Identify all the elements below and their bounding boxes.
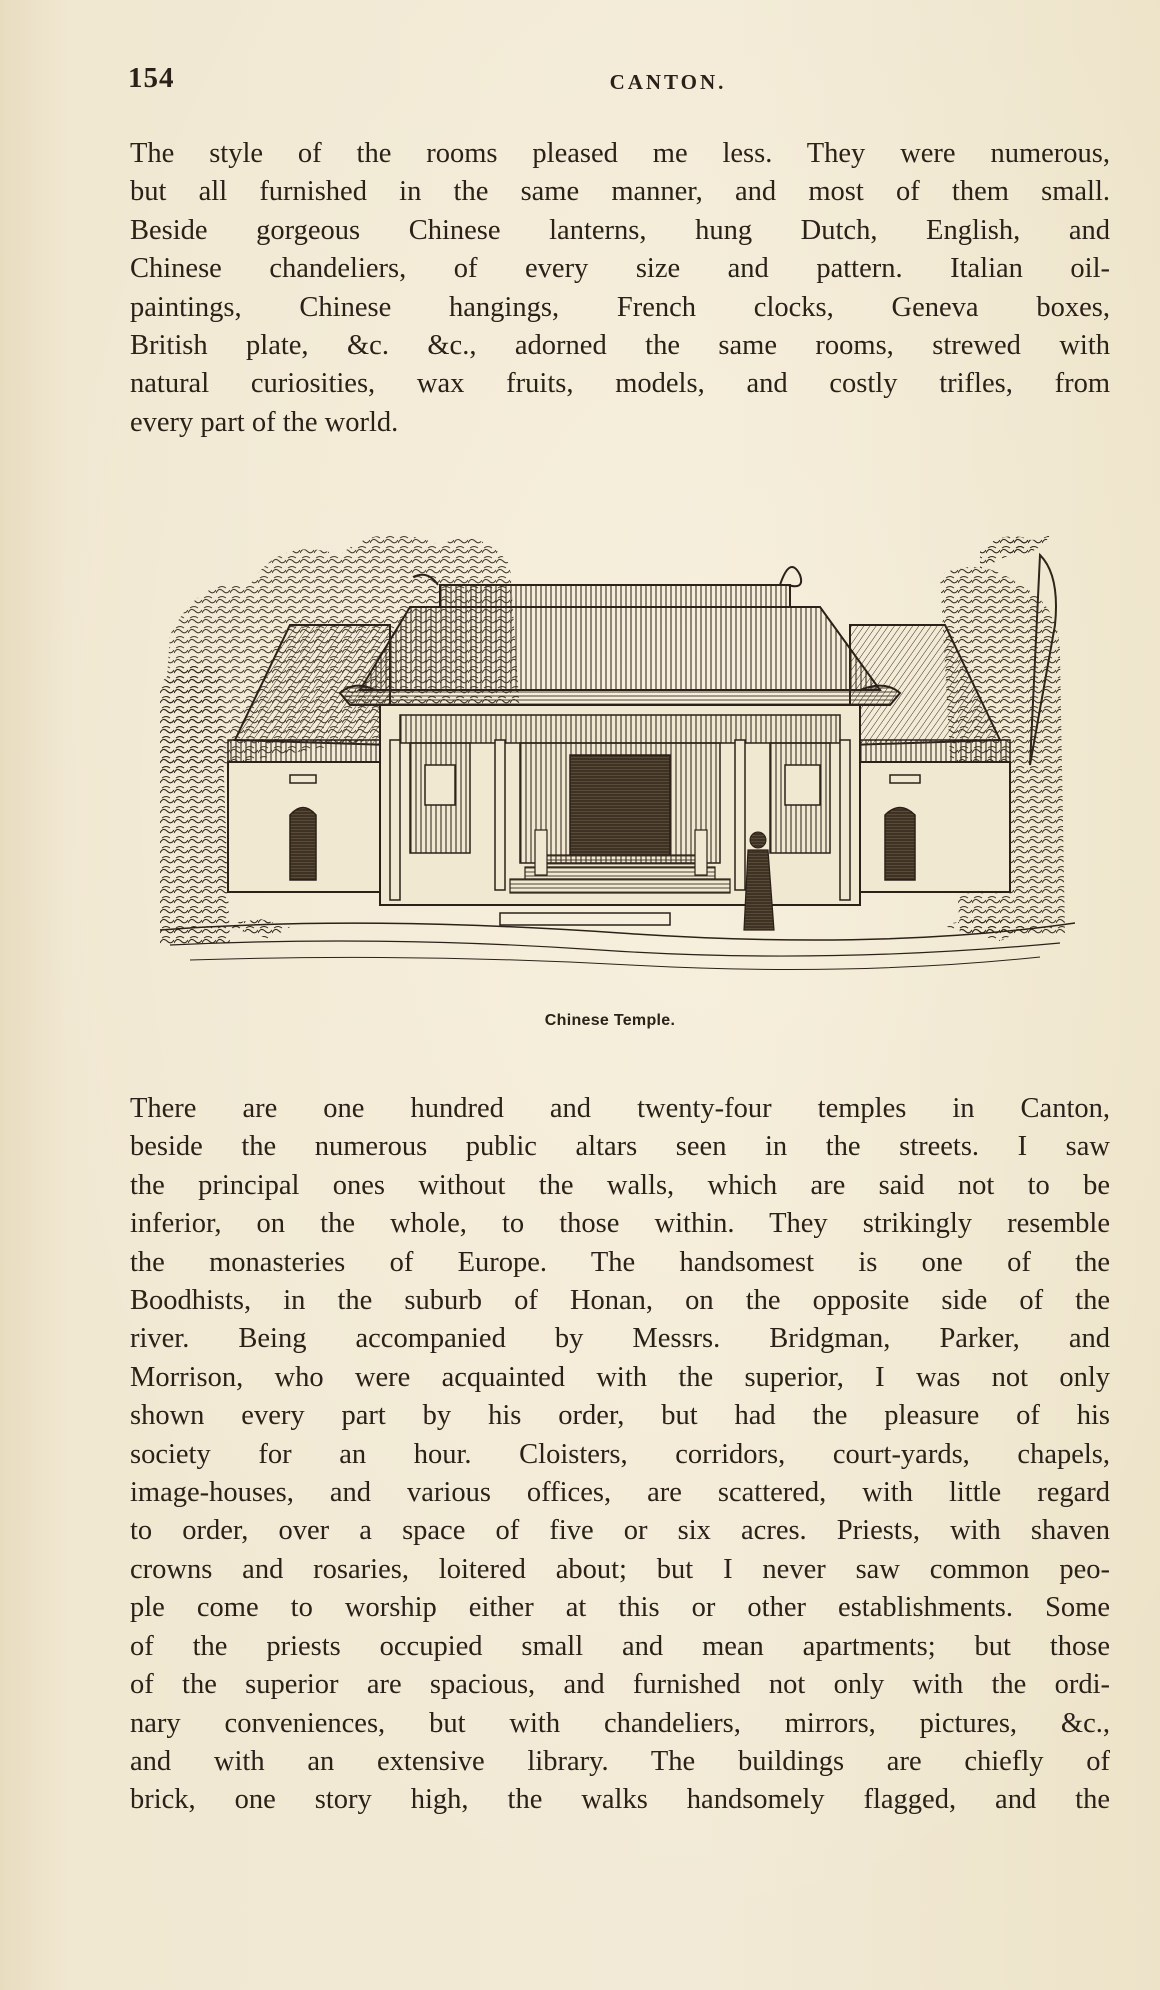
text-line: society for an hour. Cloisters, corridors, court-yards, chapels, <box>130 1438 1110 1470</box>
text-line: of the superior are spacious, and furnished not only with the ordi- <box>130 1669 1110 1701</box>
text-line: to order, over a space of five or six acres. Priests, with shaven <box>130 1515 1110 1547</box>
text-line: beside the numerous public altars seen in the streets. I saw <box>130 1131 1110 1163</box>
text-line: river. Being accompanied by Messrs. Bridgman, Parker, and <box>130 1323 1110 1355</box>
text-line: image-houses, and various offices, are scattered, with little regard <box>130 1477 1110 1509</box>
text-line: inferior, on the whole, to those within. They strikingly resemble <box>130 1208 1110 1240</box>
paragraph-rooms <box>130 135 1110 442</box>
text-line: Boodhists, in the suburb of Honan, on the opposite side of the <box>130 1285 1110 1317</box>
text-line: Morrison, who were acquainted with the superior, I was not only <box>130 1361 1110 1393</box>
text-line: nary conveniences, but with chandeliers, mirrors, pictures, &c., <box>130 1707 1110 1739</box>
figure-caption: Chinese Temple. <box>544 1012 676 1029</box>
main-hall <box>380 705 860 905</box>
text-line: paintings, Chinese hangings, French clocks, Geneva boxes, <box>130 291 1110 323</box>
text-line: crowns and rosaries, loitered about; but I never saw common peo- <box>130 1553 1110 1585</box>
text-line: Chinese chandeliers, of every size and pattern. Italian oil- <box>130 253 1110 285</box>
text-line: Beside gorgeous Chinese lanterns, hung Dutch, English, and <box>130 214 1110 246</box>
chinese-temple-illustration <box>160 515 1075 980</box>
text-line: natural curiosities, wax fruits, models, and costly trifles, from <box>130 368 1110 400</box>
text-line: shown every part by his order, but had the pleasure of his <box>130 1400 1110 1432</box>
text-line: the monasteries of Europe. The handsomest is one of the <box>130 1246 1110 1278</box>
running-head: CANTON. <box>609 70 727 94</box>
page-number: 154 <box>128 62 175 94</box>
text-line: and with an extensive library. The buildings are chiefly of <box>130 1745 1110 1777</box>
text-line: British plate, &c. &c., adorned the same rooms, strewed with <box>130 330 1110 362</box>
text-line: every part of the world. <box>130 406 399 438</box>
text-line: the principal ones without the walls, which are said not to be <box>130 1169 1110 1201</box>
text-line: The style of the rooms pleased me less. They were numerous, <box>130 138 1110 169</box>
courtyard <box>160 913 1075 970</box>
paragraph-temples <box>130 1090 1110 1820</box>
text-line: of the priests occupied small and mean apartments; but those <box>130 1630 1110 1662</box>
text-line: ple come to worship either at this or other establishments. Some <box>130 1592 1110 1624</box>
text-line: brick, one story high, the walks handsomely flagged, and the <box>130 1784 1110 1816</box>
text-line: There are one hundred and twenty-four temples in Canton, <box>130 1093 1110 1124</box>
text-line: but all furnished in the same manner, and most of them small. <box>130 176 1110 208</box>
page-header <box>128 62 1108 102</box>
